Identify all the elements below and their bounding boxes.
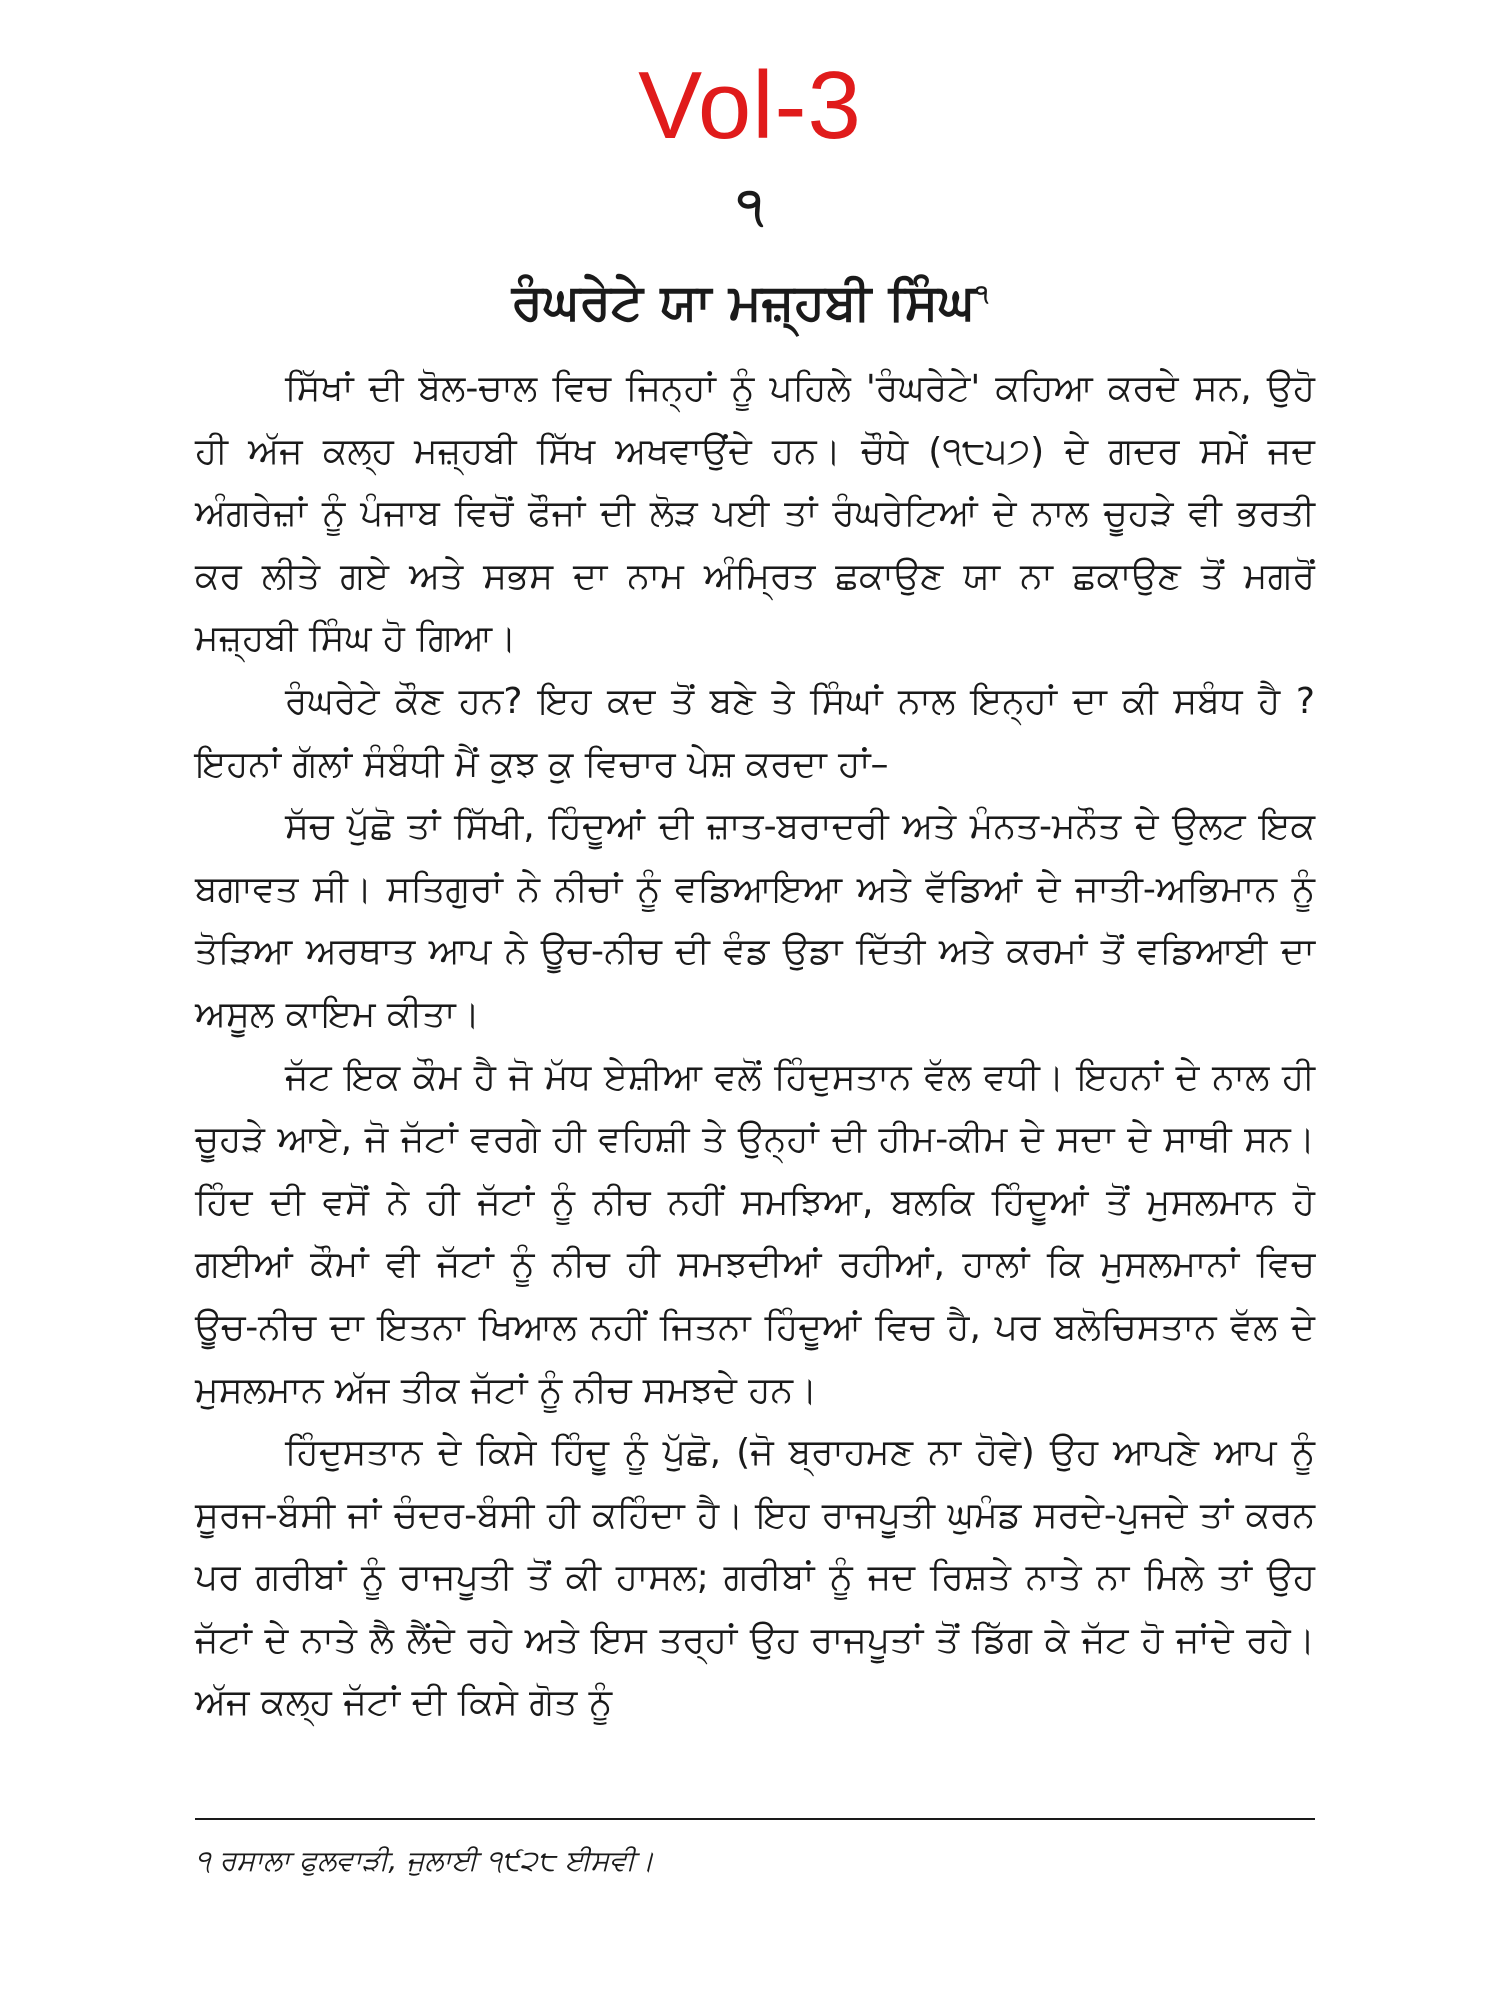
paragraph: ਹਿੰਦੁਸਤਾਨ ਦੇ ਕਿਸੇ ਹਿੰਦੂ ਨੂੰ ਪੁੱਛੋ, (ਜੋ ਬ੍ਰਾਹਮਣ ਨਾ ਹੋਵੇ) ਉਹ ਆਪਣੇ ਆਪ ਨੂੰ ਸੂਰਜ-ਬੰਸੀ ਜਾਂ ਚੰਦਰ-ਬੰਸੀ ਹੀ ਕਹਿੰਦਾ ਹੈ। ਇਹ ਰਾਜਪੂਤੀ ਘੁਮੰਡ ਸਰਦੇ-ਪੁਜਦੇ ਤਾਂ ਕਰਨ ਪਰ ਗਰੀਬਾਂ ਨੂੰ ਰਾਜਪੂਤੀ ਤੋਂ ਕੀ ਹਾਸਲ; ਗਰੀਬਾਂ ਨੂੰ ਜਦ ਰਿਸ਼ਤੇ ਨਾਤੇ ਨਾ ਮਿਲੇ ਤਾਂ ਉਹ ਜੱਟਾਂ ਦੇ ਨਾਤੇ ਲੈ ਲੈਂਦੇ ਰਹੇ ਅਤੇ ਇਸ ਤਰ੍ਹਾਂ ਉਹ ਰਾਜਪੂਤਾਂ ਤੋਂ ਡਿੱਗ ਕੇ ਜੱਟ ਹੋ ਜਾਂਦੇ ਰਹੇ। ਅੱਜ ਕਲ੍ਹ ਜੱਟਾਂ ਦੀ ਕਿਸੇ ਗੋਤ ਨੂੰ xyxy=(195,1432,1315,1724)
paragraph: ਸੱਚ ਪੁੱਛੋ ਤਾਂ ਸਿੱਖੀ, ਹਿੰਦੂਆਂ ਦੀ ਜ਼ਾਤ-ਬਰਾਦਰੀ ਅਤੇ ਮੰਨਤ-ਮਨੌਤ ਦੇ ਉਲਟ ਇਕ ਬਗਾਵਤ ਸੀ। ਸਤਿਗੁਰਾਂ ਨੇ ਨੀਚਾਂ ਨੂੰ ਵਡਿਆਇਆ ਅਤੇ ਵੱਡਿਆਂ ਦੇ ਜਾਤੀ-ਅਭਿਮਾਨ ਨੂੰ ਤੋੜਿਆ ਅਰਥਾਤ ਆਪ ਨੇ ਊਚ-ਨੀਚ ਦੀ ਵੰਡ ਉਡਾ ਦਿੱਤੀ ਅਤੇ ਕਰਮਾਂ ਤੋਂ ਵਡਿਆਈ ਦਾ ਅਸੂਲ ਕਾਇਮ ਕੀਤਾ। xyxy=(195,806,1315,1035)
chapter-title-text: ਰੰਘਰੇਟੇ ਯਾ ਮਜ਼੍ਹਬੀ ਸਿੰਘ xyxy=(511,273,976,331)
chapter-number: ੧ xyxy=(736,178,764,234)
paragraph: ਰੰਘਰੇਟੇ ਕੌਣ ਹਨ? ਇਹ ਕਦ ਤੋਂ ਬਣੇ ਤੇ ਸਿੰਘਾਂ ਨਾਲ ਇਨ੍ਹਾਂ ਦਾ ਕੀ ਸਬੰਧ ਹੈ ? ਇਹਨਾਂ ਗੱਲਾਂ ਸੰਬੰਧੀ ਮੈਂ ਕੁਝ ਕੁ ਵਿਚਾਰ ਪੇਸ਼ ਕਰਦਾ ਹਾਂ– xyxy=(195,680,1315,785)
footnote: ੧ ਰਸਾਲਾ ਫੁਲਵਾੜੀ, ਜੁਲਾਈ ੧੯੨੮ ਈਸਵੀ। xyxy=(195,1844,655,1877)
footnote-divider xyxy=(195,1818,1315,1820)
volume-label: Vol-3 xyxy=(638,52,862,159)
paragraph: ਸਿੱਖਾਂ ਦੀ ਬੋਲ-ਚਾਲ ਵਿਚ ਜਿਨ੍ਹਾਂ ਨੂੰ ਪਹਿਲੇ 'ਰੰਘਰੇਟੇ' ਕਹਿਆ ਕਰਦੇ ਸਨ, ਉਹੋ ਹੀ ਅੱਜ ਕਲ੍ਹ ਮਜ਼੍ਹਬੀ ਸਿੱਖ ਅਖਵਾਉਂਦੇ ਹਨ। ਚੌਧੇ (੧੮੫੭) ਦੇ ਗਦਰ ਸਮੇਂ ਜਦ ਅੰਗਰੇਜ਼ਾਂ ਨੂੰ ਪੰਜਾਬ ਵਿਚੋਂ ਫੌਜਾਂ ਦੀ ਲੋੜ ਪਈ ਤਾਂ ਰੰਘਰੇਟਿਆਂ ਦੇ ਨਾਲ ਚੂਹੜੇ ਵੀ ਭਰਤੀ ਕਰ ਲੀਤੇ ਗਏ ਅਤੇ ਸਭਸ ਦਾ ਨਾਮ ਅੰਮ੍ਰਿਤ ਛਕਾਉਣ ਯਾ ਨਾ ਛਕਾਉਣ ਤੋਂ ਮਗਰੋਂ ਮਜ਼੍ਹਬੀ ਸਿੰਘ ਹੋ ਗਿਆ। xyxy=(195,368,1315,660)
paragraph: ਜੱਟ ਇਕ ਕੌਮ ਹੈ ਜੋ ਮੱਧ ਏਸ਼ੀਆ ਵਲੋਂ ਹਿੰਦੁਸਤਾਨ ਵੱਲ ਵਧੀ। ਇਹਨਾਂ ਦੇ ਨਾਲ ਹੀ ਚੂਹੜੇ ਆਏ, ਜੋ ਜੱਟਾਂ ਵਰਗੇ ਹੀ ਵਹਿਸ਼ੀ ਤੇ ਉਨ੍ਹਾਂ ਦੀ ਹੀਮ-ਕੀਮ ਦੇ ਸਦਾ ਦੇ ਸਾਥੀ ਸਨ। ਹਿੰਦ ਦੀ ਵਸੋਂ ਨੇ ਹੀ ਜੱਟਾਂ ਨੂੰ ਨੀਚ ਨਹੀਂ ਸਮਝਿਆ, ਬਲਕਿ ਹਿੰਦੂਆਂ ਤੋਂ ਮੁਸਲਮਾਨ ਹੋ ਗਈਆਂ ਕੌਮਾਂ ਵੀ ਜੱਟਾਂ ਨੂੰ ਨੀਚ ਹੀ ਸਮਝਦੀਆਂ ਰਹੀਆਂ, ਹਾਲਾਂ ਕਿ ਮੁਸਲਮਾਨਾਂ ਵਿਚ ਊਚ-ਨੀਚ ਦਾ ਇਤਨਾ ਖਿਆਲ ਨਹੀਂ ਜਿਤਨਾ ਹਿੰਦੂਆਂ ਵਿਚ ਹੈ, ਪਰ ਬਲੋਚਿਸਤਾਨ ਵੱਲ ਦੇ ਮੁਸਲਮਾਨ ਅੱਜ ਤੀਕ ਜੱਟਾਂ ਨੂੰ ਨੀਚ ਸਮਝਦੇ ਹਨ। xyxy=(195,1056,1315,1411)
chapter-title-footnote-marker: ੧ xyxy=(975,279,989,308)
chapter-title xyxy=(0,275,1500,330)
body-text xyxy=(195,358,1315,1735)
